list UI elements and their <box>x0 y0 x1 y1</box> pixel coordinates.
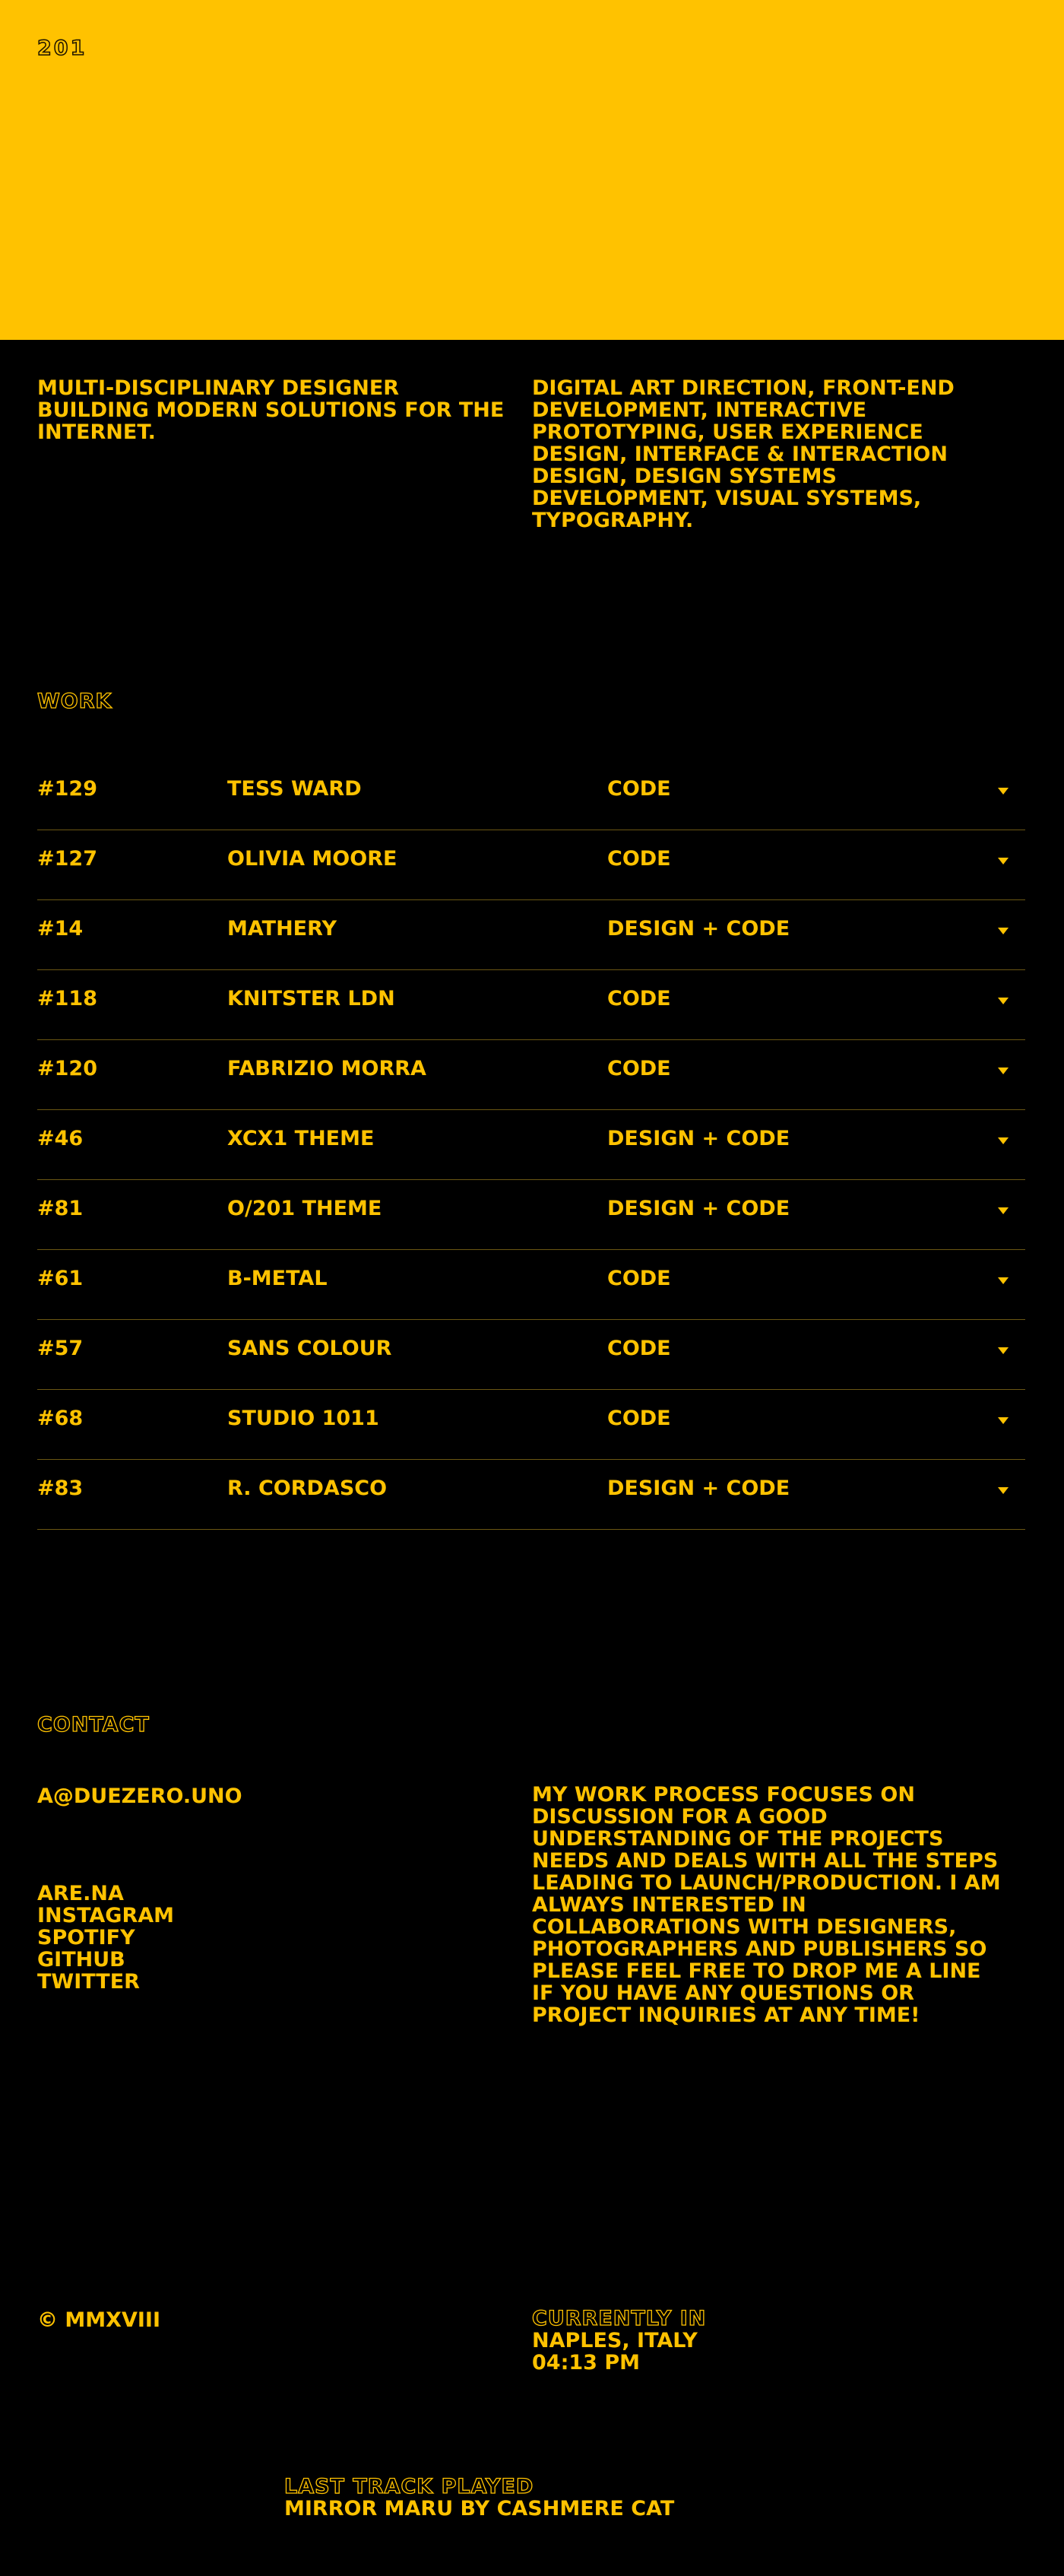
current-location <box>532 2308 706 2374</box>
work-row[interactable] <box>37 1320 1025 1390</box>
work-row[interactable] <box>37 1040 1025 1110</box>
intro-services: DIGITAL ART DIRECTION, FRONT-END DEVELOPMENT, INTERACTIVE PROTOTYPING, USER EXPERIENCE DESIGN, INTERFACE & INTERACTION DESIGN, DESIGN SYSTEMS DEVELOPMENT, VISUAL SYSTEMS, TYPOGRAPHY. <box>532 376 955 532</box>
caret-down-icon[interactable] <box>998 1207 1009 1214</box>
work-number: #118 <box>37 987 97 1010</box>
work-name: TESS WARD <box>227 777 362 801</box>
social-link[interactable]: INSTAGRAM <box>37 1904 175 1927</box>
hero-banner <box>0 0 1064 340</box>
last-track-title[interactable]: MIRROR MARU BY CASHMERE CAT <box>284 2497 675 2520</box>
work-section-title: WORK <box>37 690 112 713</box>
work-row[interactable] <box>37 1180 1025 1250</box>
intro-tagline: MULTI-DISCIPLINARY DESIGNER BUILDING MODERN SOLUTIONS FOR THE INTERNET. <box>37 376 505 444</box>
contact-section-title: CONTACT <box>37 1713 150 1737</box>
work-number: #127 <box>37 847 97 871</box>
caret-down-icon[interactable] <box>998 1137 1009 1144</box>
work-name: FABRIZIO MORRA <box>227 1057 426 1080</box>
work-type: CODE <box>607 987 671 1010</box>
work-row[interactable] <box>37 830 1025 900</box>
work-row[interactable] <box>37 900 1025 970</box>
work-type: CODE <box>607 1267 671 1290</box>
caret-down-icon[interactable] <box>998 858 1009 864</box>
caret-down-icon[interactable] <box>998 788 1009 795</box>
work-name: XCX1 THEME <box>227 1127 375 1150</box>
work-name: KNITSTER LDN <box>227 987 395 1010</box>
work-number: #83 <box>37 1477 84 1500</box>
work-number: #46 <box>37 1127 84 1150</box>
work-name: O/201 THEME <box>227 1197 382 1220</box>
social-link[interactable]: ARE.NA <box>37 1882 124 1905</box>
work-number: #81 <box>37 1197 84 1220</box>
caret-down-icon[interactable] <box>998 1487 1009 1494</box>
social-links <box>37 1883 174 1993</box>
email-link[interactable]: A@DUEZERO.UNO <box>37 1784 242 1808</box>
work-row[interactable] <box>37 1460 1025 1530</box>
work-name: B-METAL <box>227 1267 328 1290</box>
currently-in-label: CURRENTLY IN <box>532 2307 707 2330</box>
caret-down-icon[interactable] <box>998 998 1009 1004</box>
work-type: DESIGN + CODE <box>607 917 790 941</box>
work-type: CODE <box>607 1407 671 1430</box>
social-link[interactable]: TWITTER <box>37 1970 140 1994</box>
caret-down-icon[interactable] <box>998 928 1009 934</box>
social-link[interactable]: GITHUB <box>37 1948 125 1972</box>
work-name: MATHERY <box>227 917 337 941</box>
work-number: #120 <box>37 1057 97 1080</box>
work-row[interactable] <box>37 1110 1025 1180</box>
work-type: CODE <box>607 1057 671 1080</box>
local-time: 04:13 PM <box>532 2351 641 2375</box>
work-type: DESIGN + CODE <box>607 1197 790 1220</box>
work-type: DESIGN + CODE <box>607 1477 790 1500</box>
work-name: SANS COLOUR <box>227 1337 392 1360</box>
work-name: STUDIO 1011 <box>227 1407 379 1430</box>
work-type: DESIGN + CODE <box>607 1127 790 1150</box>
work-row[interactable] <box>37 760 1025 830</box>
caret-down-icon[interactable] <box>998 1347 1009 1354</box>
work-type: CODE <box>607 777 671 801</box>
work-number: #61 <box>37 1267 84 1290</box>
work-row[interactable] <box>37 970 1025 1040</box>
work-number: #68 <box>37 1407 84 1430</box>
work-list <box>37 760 1025 1530</box>
work-process-text: MY WORK PROCESS FOCUSES ON DISCUSSION FOR A GOOD UNDERSTANDING OF THE PROJECTS NEEDS AND DEALS WITH ALL THE STEPS LEADING TO LAUNCH/PRODUCTION. I AM ALWAYS INTERESTED IN COLLABORATIONS WITH DESIGNERS, PHOTOGRAPHERS AND PUBLISHERS SO PLEASE FEEL FREE TO DROP ME A LINE IF YOU HAVE ANY QUESTIONS OR PROJECT INQUIRIES AT ANY TIME! <box>532 1783 1001 2027</box>
work-row[interactable] <box>37 1390 1025 1460</box>
work-name: R. CORDASCO <box>227 1477 388 1500</box>
copyright: © MMXVIII <box>37 2308 160 2332</box>
work-number: #57 <box>37 1337 84 1360</box>
work-number: #129 <box>37 777 97 801</box>
work-number: #14 <box>37 917 84 941</box>
caret-down-icon[interactable] <box>998 1277 1009 1284</box>
last-track-label: LAST TRACK PLAYED <box>284 2475 534 2498</box>
last-track <box>284 2476 674 2520</box>
location-city: NAPLES, ITALY <box>532 2329 698 2352</box>
social-link[interactable]: SPOTIFY <box>37 1926 135 1949</box>
work-type: CODE <box>607 847 671 871</box>
caret-down-icon[interactable] <box>998 1068 1009 1074</box>
site-logo[interactable]: 201 <box>37 36 87 60</box>
work-row[interactable] <box>37 1250 1025 1320</box>
work-type: CODE <box>607 1337 671 1360</box>
caret-down-icon[interactable] <box>998 1417 1009 1424</box>
work-name: OLIVIA MOORE <box>227 847 397 871</box>
